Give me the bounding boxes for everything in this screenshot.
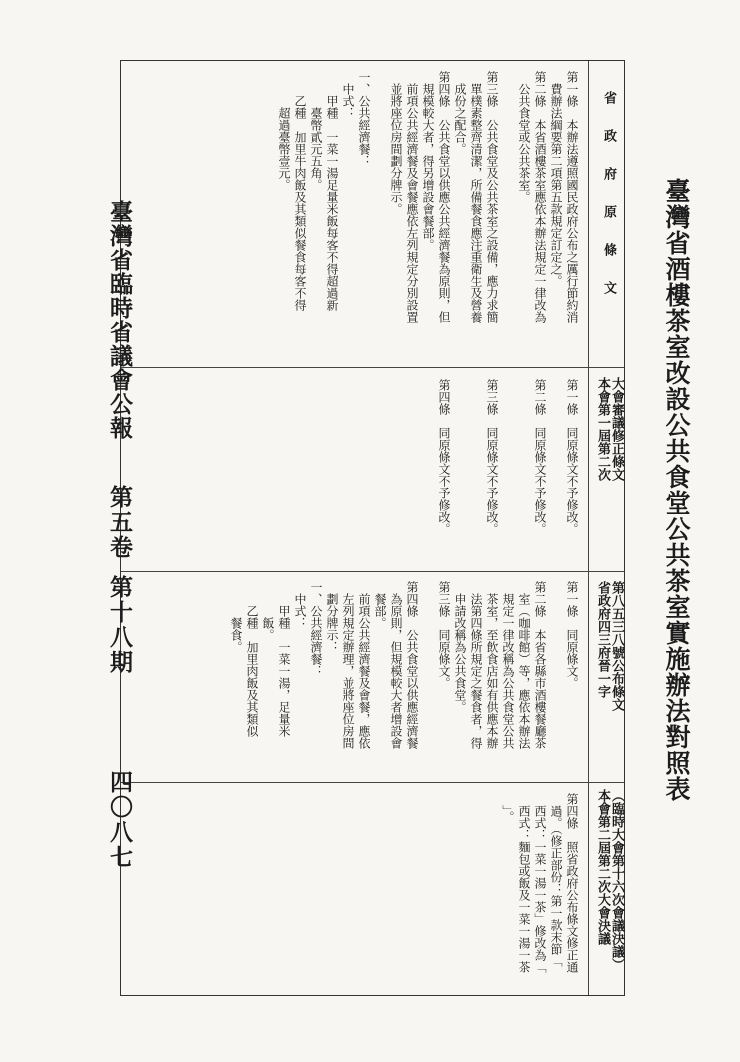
column-body: 第一條 同原條文。 第二條 本省各縣市酒樓餐廳茶 室（咖啡館）等，應依本辦法 規定一律改稱為公共食堂公共 茶室，至飲食店如有供應本辦 法第四條所規定之餐食者，得 申請改稱為公共食堂。 第三條 同原條文。 第四條 公共食堂以供應經濟餐 為原則，但規模較大者增設會 餐部。 前項公共經濟餐及會餐，應依 左列規定辦理，並將座位房間 劃分牌示： 一、公共經濟餐： 中式： 甲種 一菜一湯，足量米 飯。 乙種 加里肉飯及其類似 餐食。 [229,581,579,749]
header-divider [588,61,589,995]
column-body: 第四條 照省政府公布條文修正通 過。（修正部份：第一款末節「 西式：一菜一湯一茶」修改為「 西式：麵包或飯及一菜一湯一茶 」。 [501,793,579,973]
column-body: 第一條 本辦法遵照國民政府公布之厲行節約消 費辦法綱要第二項第五款規定訂定之。 第二條 本省酒樓茶室應依本辦法規定一律改為 公共食堂或公共茶室。 第三條 公共食堂及公共茶室之設備，應力求簡 單樸素整齊清潔，所備餐食應注重衛生及營養 成份之配合。 第四條 公共食堂以供應公共經濟餐為原則，但 規模較大者，得另增設會餐部。 前項公共經濟餐及會餐應依左列規定分別設置 並將座位房間劃分牌示。 一、公共經濟餐： 中式： 甲種 一菜一湯足量米飯每客不得超過新 臺幣貳元五角。 乙種 加里牛肉飯及其類似餐食每客不得 超過臺幣壹元。 [277,71,579,323]
column-divider [121,782,624,783]
publication-name: 臺灣省臨時省議會公報 [106,200,133,440]
column-header: 大會審議修正條文 [609,377,624,481]
column-header: 本會第二屆第二次大會決議 [595,789,610,945]
page-footer [66,200,136,870]
column-header: 本會第一屆第二次 [595,377,610,481]
issue-number: 第十八期 [106,575,133,675]
column-header: 省政府四三府晉一字 [595,581,610,698]
volume-number: 第五卷 [106,485,133,560]
column-header: 省 政 府 原 條 文 [601,91,616,300]
column-body: 第一條 同原條文不予修改。 第二條 同原條文不予修改。 第三條 同原條文不予修改。 第四條 同原條文不予修改。 [437,379,579,535]
column-divider [121,571,624,572]
comparison-table [120,60,625,996]
page-title: 臺灣省酒樓茶室改設公共食堂公共茶室實施辦法對照表 [662,178,691,802]
column-header: 第八五三八號公布條文 [609,581,624,711]
column-divider [121,367,624,368]
column-header: （臨時大會第十六次會議決議） [609,789,624,971]
page-number: 四〇八七 [106,770,133,870]
